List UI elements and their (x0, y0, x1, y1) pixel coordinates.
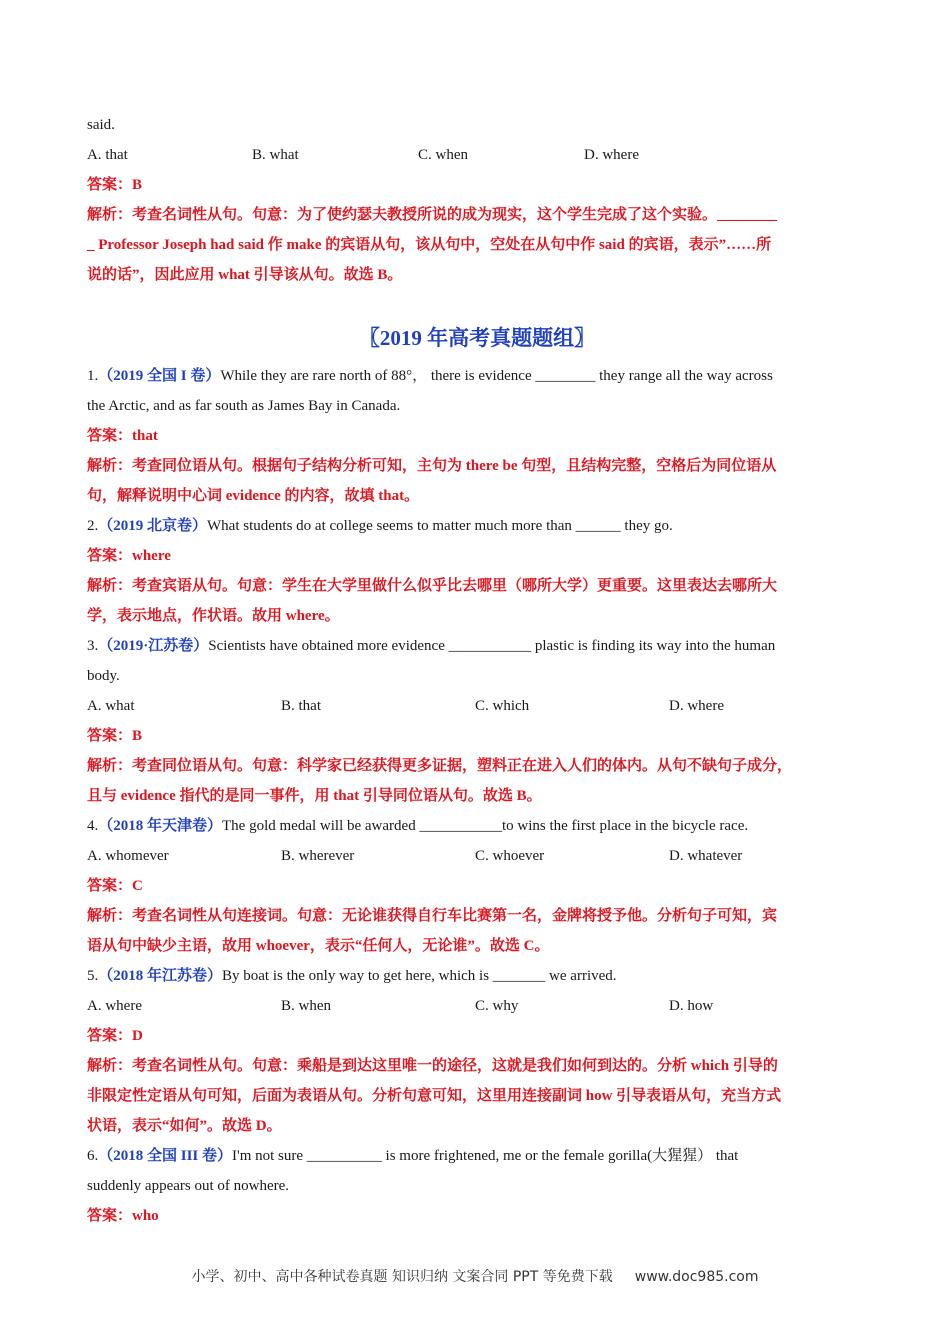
page-footer (0, 1266, 950, 1286)
q3-options (87, 691, 867, 721)
analysis-3-line: 解析：考查同位语从句。句意：科学家已经获得更多证据，塑料正在进入人们的体内。从句不缺句子成分， (87, 758, 793, 774)
question-text: What students do at college seems to matter much more than ______ they go. (207, 518, 673, 534)
answer-2: 答案：where (87, 548, 171, 564)
question-text-cont: the Arctic, and as far south as James Bay in Canada. (87, 398, 401, 414)
answer-3: 答案：B (87, 728, 143, 744)
question-number: 3. (87, 638, 99, 654)
question-text: By boat is the only way to get here, which is _______ we arrived. (222, 968, 617, 984)
analysis-2-line: 学，表示地点，作状语。故用 where。 (87, 608, 340, 624)
analysis-1-line: 句，解释说明中心词 evidence 的内容，故填 that。 (87, 488, 420, 504)
analysis-5-line: 状语，表示“如何”。故选 D。 (87, 1118, 282, 1134)
question-4 (87, 811, 867, 841)
option-a: A. where (87, 998, 142, 1014)
answer-4: 答案：C (87, 878, 143, 894)
question-number: 4. (87, 818, 99, 834)
question-3 (87, 631, 867, 661)
option-b: B. wherever (281, 848, 355, 864)
question-text: While they are rare north of 88°， there is evidence ________ they range all the way across (220, 368, 773, 384)
question-1 (87, 361, 867, 391)
analysis-1-line: 解析：考查同位语从句。根据句子结构分析可知，主句为 there be 句型，且结构完整，空格后为同位语从 (87, 458, 777, 474)
analysis-4-line: 语从句中缺少主语，故用 whoever，表示“任何人，无论谁”。故选 C。 (87, 938, 550, 954)
analysis-4-line: 解析：考查名词性从句连接词。句意：无论谁获得自行车比赛第一名，金牌将授予他。分析句子可知，宾 (87, 908, 778, 924)
q4-options (87, 841, 867, 871)
prev-answer: 答案：B (87, 177, 143, 193)
section-heading: 〖2019 年高考真题题组〗 (358, 326, 596, 350)
question-text: The gold medal will be awarded ___________to wins the first place in the bicycle race. (222, 818, 749, 834)
option-c: C. why (475, 998, 519, 1014)
question-source: （2019 全国 I 卷） (98, 368, 221, 384)
question-5 (87, 961, 867, 991)
option-d: D. whatever (669, 848, 743, 864)
question-number: 5. (87, 968, 99, 984)
option-d: D. where (669, 698, 724, 714)
question-text-cont: body. (87, 668, 120, 684)
answer-5: 答案：D (87, 1028, 143, 1044)
analysis-2-line: 解析：考查宾语从句。句意：学生在大学里做什么似乎比去哪里（哪所大学）更重要。这里表达去哪所大 (87, 578, 778, 594)
prev-analysis-line: 说的话”，因此应用 what 引导该从句。故选 B。 (87, 267, 403, 283)
question-source: （2019·江苏卷） (98, 638, 209, 654)
footer-url[interactable]: www.doc985.com (634, 1269, 759, 1285)
option-d: D. where (584, 147, 639, 163)
question-2 (87, 511, 867, 541)
prev-analysis-line: _ Professor Joseph had said 作 make 的宾语从句，该从句中，空处在从句中作 said 的宾语，表示”……所 (87, 237, 772, 253)
option-a: A. what (87, 698, 135, 714)
option-c: C. when (418, 147, 468, 163)
question-text: Scientists have obtained more evidence ___________ plastic is finding its way into the human (208, 638, 776, 654)
option-c: C. which (475, 698, 530, 714)
question-source: （2018 年江苏卷） (98, 968, 223, 984)
prev-question-tail: said. (87, 117, 115, 133)
option-a: A. whomever (87, 848, 169, 864)
question-source: （2018 年天津卷） (98, 818, 223, 834)
option-b: B. when (281, 998, 331, 1014)
answer-6: 答案：who (87, 1208, 159, 1224)
q5-options (87, 991, 867, 1021)
question-text-cont: suddenly appears out of nowhere. (87, 1178, 290, 1194)
question-number: 2. (87, 518, 99, 534)
option-b: B. that (281, 698, 321, 714)
page-content (87, 110, 867, 1231)
question-number: 6. (87, 1148, 99, 1164)
analysis-5-line: 解析：考查名词性从句。句意：乘船是到达这里唯一的途径，这就是我们如何到达的。分析 which 引导的 (87, 1058, 778, 1074)
option-a: A. that (87, 147, 128, 163)
question-source: （2018 全国 III 卷） (98, 1148, 233, 1164)
question-text: I'm not sure __________ is more frightened, me or the female gorilla(大猩猩） that (232, 1148, 739, 1164)
prev-analysis-line: 解析：考查名词性从句。句意：为了使约瑟夫教授所说的成为现实，这个学生完成了这个实验。________ (87, 207, 778, 223)
prev-options (87, 140, 867, 170)
question-number: 1. (87, 368, 99, 384)
analysis-3-line: 且与 evidence 指代的是同一事件，用 that 引导同位语从句。故选 B。 (87, 788, 542, 804)
answer-1: 答案：that (87, 428, 158, 444)
footer-text: 小学、初中、高中各种试卷真题 知识归纳 文案合同 PPT 等免费下载 (191, 1269, 613, 1285)
option-b: B. what (252, 147, 299, 163)
analysis-5-line: 非限定性定语从句可知，后面为表语从句。分析句意可知，这里用连接副词 how 引导表语从句，充当方式 (87, 1088, 782, 1104)
question-6 (87, 1141, 867, 1171)
option-c: C. whoever (475, 848, 545, 864)
option-d: D. how (669, 998, 714, 1014)
question-source: （2019 北京卷） (98, 518, 208, 534)
